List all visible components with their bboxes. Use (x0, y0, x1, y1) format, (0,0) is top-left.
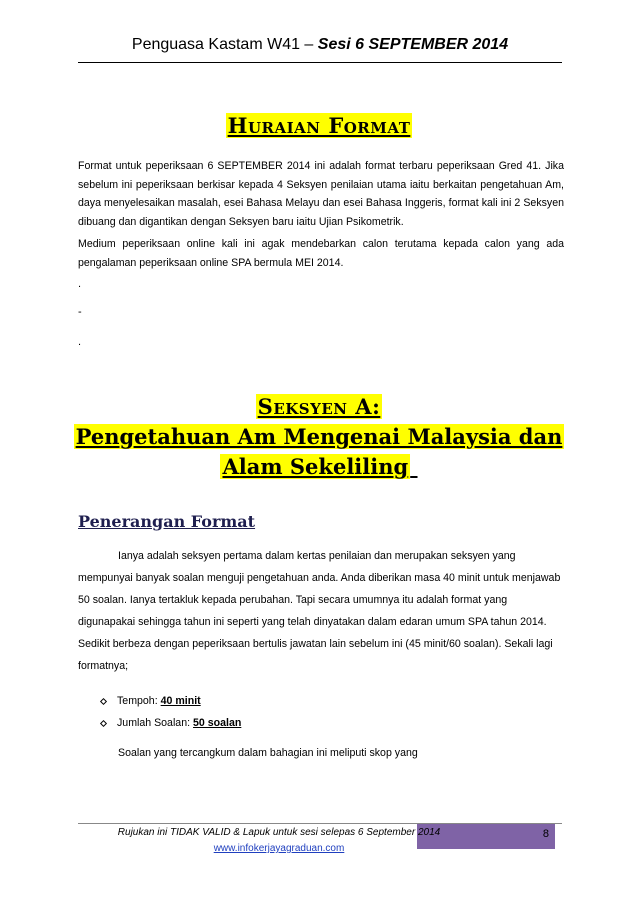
seksyen-title (0, 422, 638, 482)
seksyen-title-line-2: Alam Sekeliling (222, 454, 409, 479)
list-item (98, 690, 241, 712)
format-list (98, 690, 241, 734)
diamond-bullet-icon (98, 718, 109, 729)
list-item-label: Tempoh: (117, 695, 158, 707)
closing-text: Soalan yang tercangkum dalam bahagian ini meliputi skop yang (118, 747, 418, 759)
bullet-dot-3: . (78, 336, 82, 348)
list-item (98, 712, 241, 734)
penerangan-body (78, 545, 564, 677)
header-title: Penguasa Kastam W41 – (131, 36, 318, 53)
seksyen-label-text: Seksyen A: (257, 394, 381, 419)
bullet-dot-2: - (78, 306, 82, 318)
list-item-label: Jumlah Soalan: (117, 717, 191, 729)
huraian-paragraph-2: Medium peperiksaan online kali ini agak mendebarkan calon terutama kepada calon yang ada pengalaman peperiksaan online SPA bermula MEI 2014. (78, 238, 564, 269)
footer-note: Rujukan ini TIDAK VALID & Lapuk untuk sesi selepas 6 September 2014 (117, 827, 441, 838)
huraian-heading (0, 113, 638, 138)
penerangan-heading: Penerangan Format (78, 512, 256, 531)
footer-link[interactable]: www.infokerjayagraduan.com (213, 843, 345, 854)
huraian-paragraph-1: Format untuk peperiksaan 6 SEPTEMBER 2014 ini adalah format terbaru peperiksaan Gred 41. Jika sebelum ini peperiksaan berkisar kepada 4 Seksyen penilaian utama iaitu berkaitan pengetahuan Am, daya menyelesaikan masalah, esei Bahasa Melayu dan esei Bahasa Inggeris, format kali ini 2 Seksyen dibuang dan digantikan dengan Seksyen baru iaitu Ujian Psikometrik. (78, 160, 564, 228)
footer (78, 825, 480, 857)
diamond-bullet-icon (98, 696, 109, 707)
huraian-heading-text: Huraian Format (227, 113, 411, 138)
list-item-value: 40 minit (160, 695, 201, 707)
list-item-value: 50 soalan (193, 717, 242, 729)
bullet-dot-1: . (78, 278, 82, 290)
seksyen-title-line-1: Pengetahuan Am Mengenai Malaysia dan (75, 424, 563, 449)
page-header (78, 36, 562, 54)
header-divider (78, 62, 562, 63)
seksyen-label (0, 394, 638, 419)
penerangan-body-text: Ianya adalah seksyen pertama dalam kertas penilaian dan merupakan seksyen yang mempunyai banyak soalan menguji pengetahuan anda. Anda diberikan masa 40 minit untuk menjawab 50 soalan. Ianya tertakluk kepada perubahan. Tapi secara umumnya itu adalah format yang digunapakai sehingga tahun ini seperti yang telah dinyatakan dalam edaran umum SPA tahun 2014. Sedikit berbeza dengan peperiksaan bertulis jawatan lain sebelum ini (45 minit/60 soalan). Sekali lagi formatnya; (78, 550, 561, 672)
page-number: 8 (542, 828, 549, 840)
header-session: Sesi 6 SEPTEMBER 2014 (317, 36, 509, 53)
